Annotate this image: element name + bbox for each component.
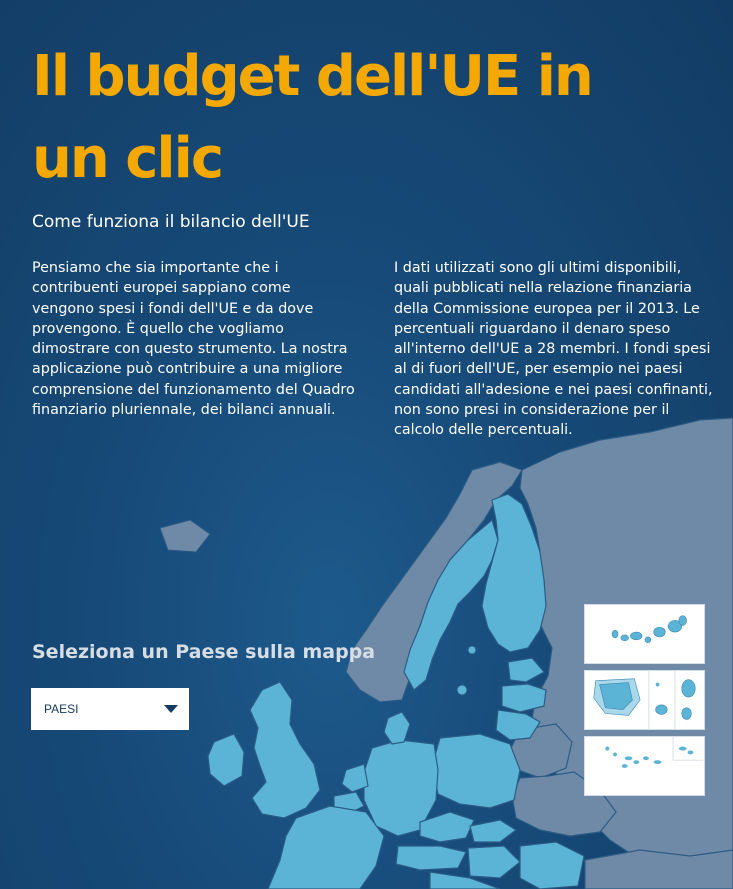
map-country-netherlands[interactable]	[342, 764, 368, 792]
map-country-denmark[interactable]	[384, 712, 410, 744]
country-dropdown-value: PAESI	[44, 702, 79, 716]
chevron-down-icon	[164, 705, 178, 713]
intro-left-paragraph: Pensiamo che sia importante che i contribuenti europei sappiano come vengono spesi i fondi dell'UE e da dove provengono. È quello che vogliamo dimostrare con questo strumento. La nostra applicazione può contribuire a una migliore comprensione del funzionamento del Quadro finanziario pluriennale, dei bilanci annuali.	[32, 260, 355, 419]
country-dropdown[interactable]	[31, 688, 189, 730]
map-country-france[interactable]	[268, 806, 384, 889]
map-country-austria[interactable]	[396, 846, 466, 870]
map-country-united-kingdom[interactable]	[250, 682, 320, 818]
map-country-poland[interactable]	[432, 734, 520, 808]
map-country-ireland[interactable]	[208, 734, 244, 786]
map-country-slovakia[interactable]	[470, 820, 516, 842]
map-country-iceland[interactable]	[160, 520, 210, 552]
map-country-turkey[interactable]	[585, 850, 733, 889]
inset-map-canary-islands[interactable]	[584, 604, 705, 664]
map-island-aland[interactable]	[468, 646, 476, 654]
intro-right-paragraph: I dati utilizzati sono gli ultimi disponibili, quali pubblicati nella relazione finanziaria della Commissione europea per il 2013. Le percentuali riguardano il denaro speso all'interno dell'UE a 28 membri. I fondi spesi al di fuori dell'UE, per esempio nei paesi candidati all'adesione e nei paesi confinanti, non sono presi in considerazione per il calcolo delle percentuali.	[394, 260, 713, 439]
inset-map-azores-madeira[interactable]	[584, 736, 705, 796]
page-subtitle: Come funziona il bilancio dell'UE	[32, 212, 310, 232]
map-island-gotland[interactable]	[457, 685, 467, 695]
map-country-romania[interactable]	[520, 842, 584, 889]
country-select-label: Seleziona un Paese sulla mappa	[32, 641, 376, 663]
inset-map-french-guiana-azores[interactable]	[584, 670, 705, 730]
map-country-czechia[interactable]	[420, 812, 474, 842]
map-country-estonia[interactable]	[508, 658, 544, 682]
map-country-hungary[interactable]	[468, 846, 520, 878]
page-title: Il budget dell'UE in un clic	[32, 44, 592, 191]
